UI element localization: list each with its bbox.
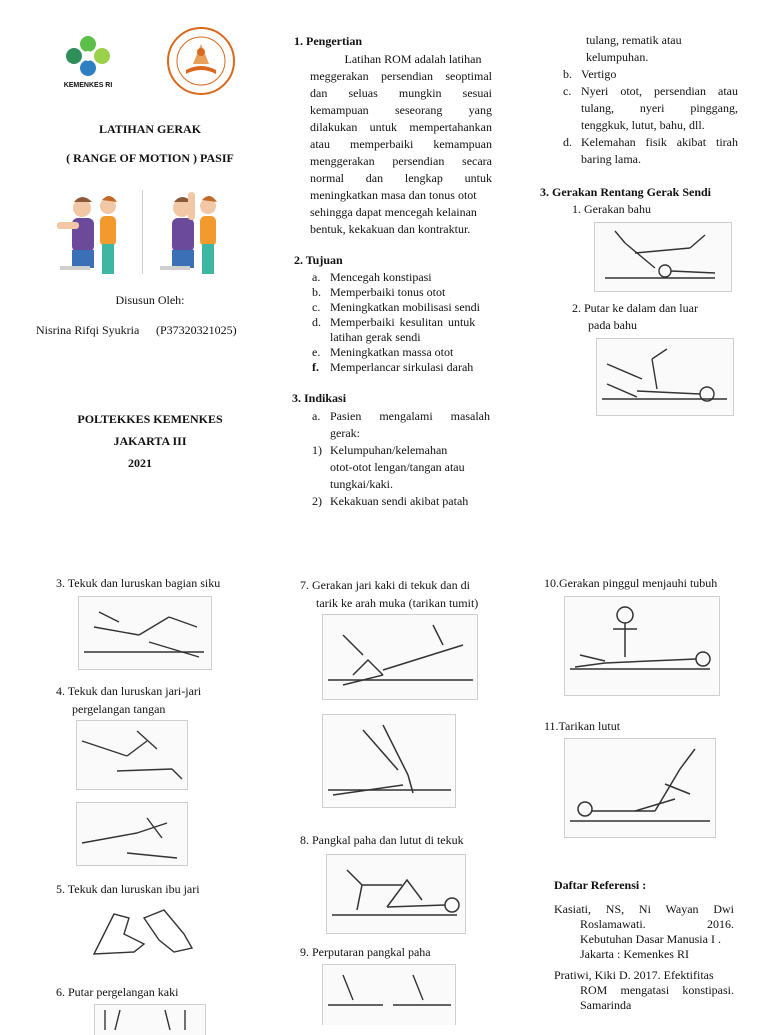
wrist-exercise-photo-1 (76, 720, 188, 790)
pengertian-line: meningkatkan masa dan tonus otot (310, 188, 477, 202)
pengertian-line: atau memperbaiki kemampuan (310, 137, 492, 151)
pengertian-line: Latihan ROM adalah latihan (344, 52, 482, 66)
pengertian-line: dilakukan untuk mempertahankan (310, 120, 492, 134)
indikasi-heading: 3. Indikasi (292, 391, 347, 405)
toe-exercise-photo-1 (322, 614, 478, 700)
pengertian-line: bentuk, kekakuan dan kontraktur. (310, 222, 471, 236)
elbow-exercise-photo (78, 596, 212, 670)
toe-exercise-photo-2 (322, 714, 456, 808)
pengertian-heading: 1. Pengertian (294, 34, 362, 48)
indikasi-item-b: b. Vertigo (563, 67, 617, 81)
pengertian-line: dan seluas mungkin sesuai (310, 86, 492, 100)
hip-knee-exercise-photo (326, 854, 466, 934)
pengertian-line: sehingga dapat mencegah kelainan (310, 205, 477, 219)
step-2-label: 2. Putar ke dalam dan luar pada bahu (572, 301, 698, 332)
reference-1: Kasiati, NS, Ni Wayan Dwi Roslamawati. 2016. Kebutuhan Dasar Manusia I . Jakarta : Kemenkes RI (554, 902, 734, 961)
indikasi-item-d: d. Kelemahan fisik akibat tirah (563, 135, 738, 149)
step-8-label: 8. Pangkal paha dan lutut di tekuk (300, 833, 464, 847)
shoulder-exercise-photo (594, 222, 732, 292)
step-1-label: 1. Gerakan bahu (572, 202, 651, 216)
tujuan-item: b. Memperbaiki tonus otot (312, 285, 446, 299)
knee-pull-photo (564, 738, 716, 838)
tujuan-heading: 2. Tujuan (294, 253, 343, 267)
author-name: Nisrina Rifqi Syukria (36, 323, 140, 337)
reference-2: Pratiwi, Kiki D. 2017. Efektifitas ROM mengatasi konstipasi. Samarinda (554, 968, 734, 1012)
cover-title-line1: LATIHAN GERAK (98, 122, 202, 136)
hip-rotation-photo (322, 964, 456, 1025)
indikasi-item-a: a. Pasien mengalami masalah (312, 409, 490, 423)
ankle-exercise-photo (94, 1004, 206, 1035)
thumb-exercise-photo (84, 904, 196, 962)
step-5-label: 5. Tekuk dan luruskan ibu jari (56, 882, 200, 896)
indikasi-item-c-cont: tulang, nyeri pinggang, (581, 101, 738, 115)
kemenkes-logo-text: KEMENKES RI (63, 82, 113, 89)
cover-year: 2021 (128, 456, 152, 470)
cover-title-line2: ( RANGE OF MOTION ) PASIF (66, 151, 234, 165)
cover-illustration-left (52, 186, 132, 278)
indikasi-cont-line: kelumpuhan. (586, 50, 649, 64)
hip-abduction-photo (564, 596, 720, 696)
references-heading: Daftar Referensi : (554, 878, 647, 892)
indikasi-item-c: c. Nyeri otot, persendian atau (563, 84, 738, 98)
indikasi-cont-line: tulang, rematik atau (586, 33, 682, 47)
gerakan-heading: 3. Gerakan Rentang Gerak Sendi (540, 185, 712, 199)
indikasi-continued (586, 32, 682, 66)
step-10-label: 10.Gerakan pinggul menjauhi tubuh (544, 576, 718, 590)
tujuan-item: e. Meningkatkan massa otot (312, 345, 454, 359)
kemenkes-logo (58, 30, 118, 90)
tujuan-item: a. Mencegah konstipasi (312, 270, 432, 284)
tujuan-item: d. Memperbaiki kesulitan untuk (312, 315, 476, 329)
tujuan-item: f. Memperlancar sirkulasi darah (312, 360, 474, 374)
poltekkes-seal (166, 26, 236, 96)
pengertian-line: meggerakan persendian seoptimal (310, 69, 492, 83)
wrist-exercise-photo-2 (76, 802, 188, 866)
pengertian-line: menggerakan persendian secara (310, 154, 492, 168)
author-id: (P37320321025) (156, 323, 237, 337)
indikasi-list-cont (563, 66, 738, 168)
step-3-label: 3. Tekuk dan luruskan bagian siku (56, 576, 221, 590)
step-4-label: 4. Tekuk dan luruskan jari-jari pergelangan tangan (56, 684, 202, 716)
step-6-label: 6. Putar pergelangan kaki (56, 985, 179, 999)
tujuan-item: c. Meningkatkan mobilisasi sendi (312, 300, 480, 314)
indikasi-list (312, 408, 492, 510)
pengertian-line: kemampuan seseorang yang (310, 103, 492, 117)
author-label: Disusun Oleh: (115, 293, 185, 307)
indikasi-sub1: 1) Kelumpuhan/kelemahan (312, 443, 448, 457)
shoulder-rotation-photo (596, 338, 734, 416)
indikasi-sub2: 2) Kekakuan sendi akibat patah (312, 494, 469, 508)
step-7-label: 7. Gerakan jari kaki di tekuk dan di tarik ke arah muka (tarikan tumit) (300, 578, 479, 610)
step-11-label: 11.Tarikan lutut (544, 719, 621, 733)
cover-illustration-right (152, 186, 232, 278)
pengertian-paragraph (310, 51, 492, 238)
institution-line1: POLTEKKES KEMENKES (77, 412, 223, 426)
indikasi-sub1-cont: tungkai/kaki. (330, 477, 393, 491)
indikasi-item-c-cont: tenggkuk, lutut, bahu, dll. (581, 118, 705, 132)
cover-illustration-divider (142, 190, 143, 274)
indikasi-sub1-cont: otot-otot lengan/tangan atau (330, 460, 465, 474)
step-9-label: 9. Perputaran pangkal paha (300, 945, 431, 959)
institution-line2: JAKARTA III (113, 434, 187, 448)
indikasi-item-d-cont: baring lama. (581, 152, 641, 166)
pengertian-line: normal dan lengkap untuk (310, 171, 492, 185)
indikasi-item-a-cont: gerak: (330, 426, 360, 440)
